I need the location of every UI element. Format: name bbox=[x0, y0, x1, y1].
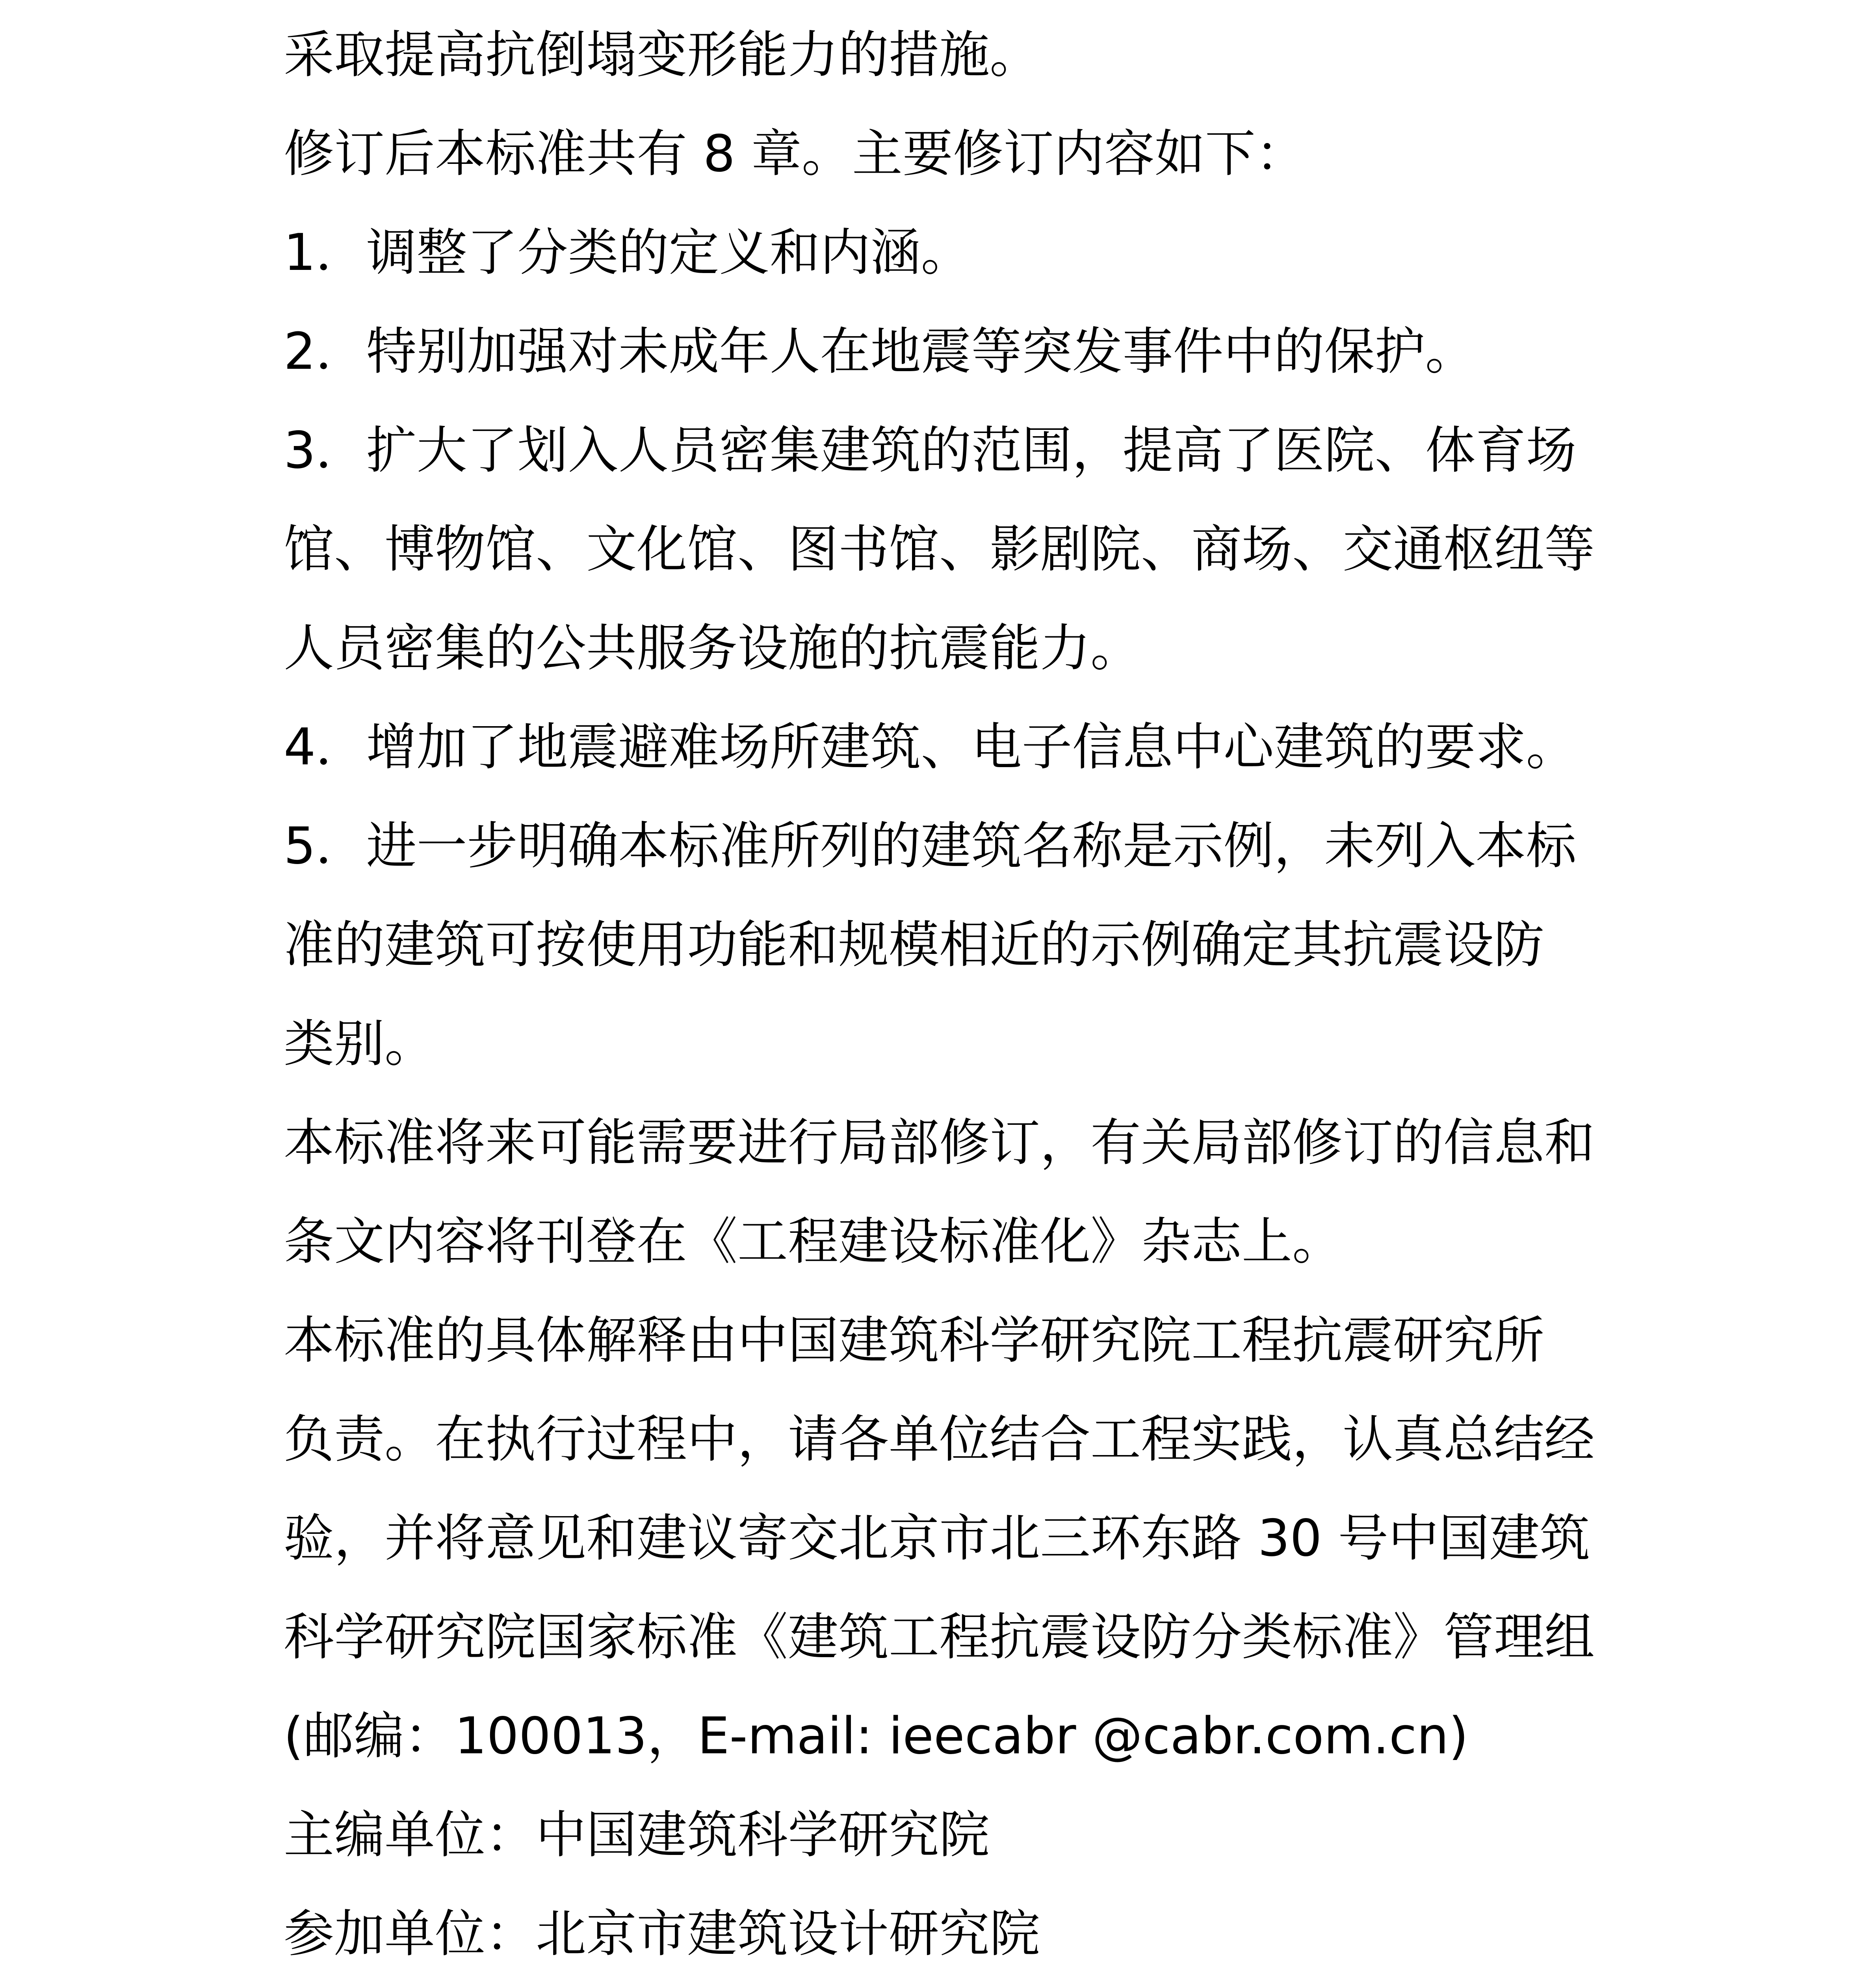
document-body bbox=[284, 6, 1599, 1970]
text-line: 验，并将意见和建议寄交北京市北三环东路 30 号中国建筑 bbox=[284, 1509, 1590, 1568]
participating-unit: 参加单位：北京市建筑设计研究院 bbox=[284, 1905, 1040, 1963]
list-item: 3．扩大了划入人员密集建筑的范围，提高了医院、体育场 bbox=[284, 421, 1577, 480]
text-line: 准的建筑可按使用功能和规模相近的示例确定其抗震设防 bbox=[284, 916, 1545, 974]
text-line: 科学研究院国家标准《建筑工程抗震设防分类标准》管理组 bbox=[284, 1608, 1595, 1667]
text-line: 本标准将来可能需要进行局部修订，有关局部修订的信息和 bbox=[284, 1113, 1595, 1172]
text-line: 条文内容将刊登在《工程建设标准化》杂志上。 bbox=[284, 1212, 1343, 1271]
list-item: 2．特别加强对未成年人在地震等突发事件中的保护。 bbox=[284, 322, 1476, 381]
text-line: 负责。在执行过程中，请各单位结合工程实践，认真总结经 bbox=[284, 1410, 1595, 1469]
text-line: 人员密集的公共服务设施的抗震能力。 bbox=[284, 619, 1141, 678]
contact-info: (邮编：100013，E-mail: ieecabr @cabr.com.cn) bbox=[284, 1707, 1469, 1766]
list-item: 4．增加了地震避难场所建筑、电子信息中心建筑的要求。 bbox=[284, 718, 1577, 777]
text-line: 馆、博物馆、文化馆、图书馆、影剧院、商场、交通枢纽等 bbox=[284, 520, 1595, 579]
text-line: 本标准的具体解释由中国建筑科学研究院工程抗震研究所 bbox=[284, 1311, 1545, 1370]
list-item: 5．进一步明确本标准所列的建筑名称是示例，未列入本标 bbox=[284, 817, 1577, 875]
chief-editor-unit: 主编单位：中国建筑科学研究院 bbox=[284, 1806, 990, 1864]
text-line: 修订后本标准共有 8 章。主要修订内容如下： bbox=[284, 125, 1306, 183]
text-line: 采取提高抗倒塌变形能力的措施。 bbox=[284, 26, 1040, 84]
list-item: 1．调整了分类的定义和内涵。 bbox=[284, 223, 971, 282]
text-line: 类别。 bbox=[284, 1015, 435, 1073]
